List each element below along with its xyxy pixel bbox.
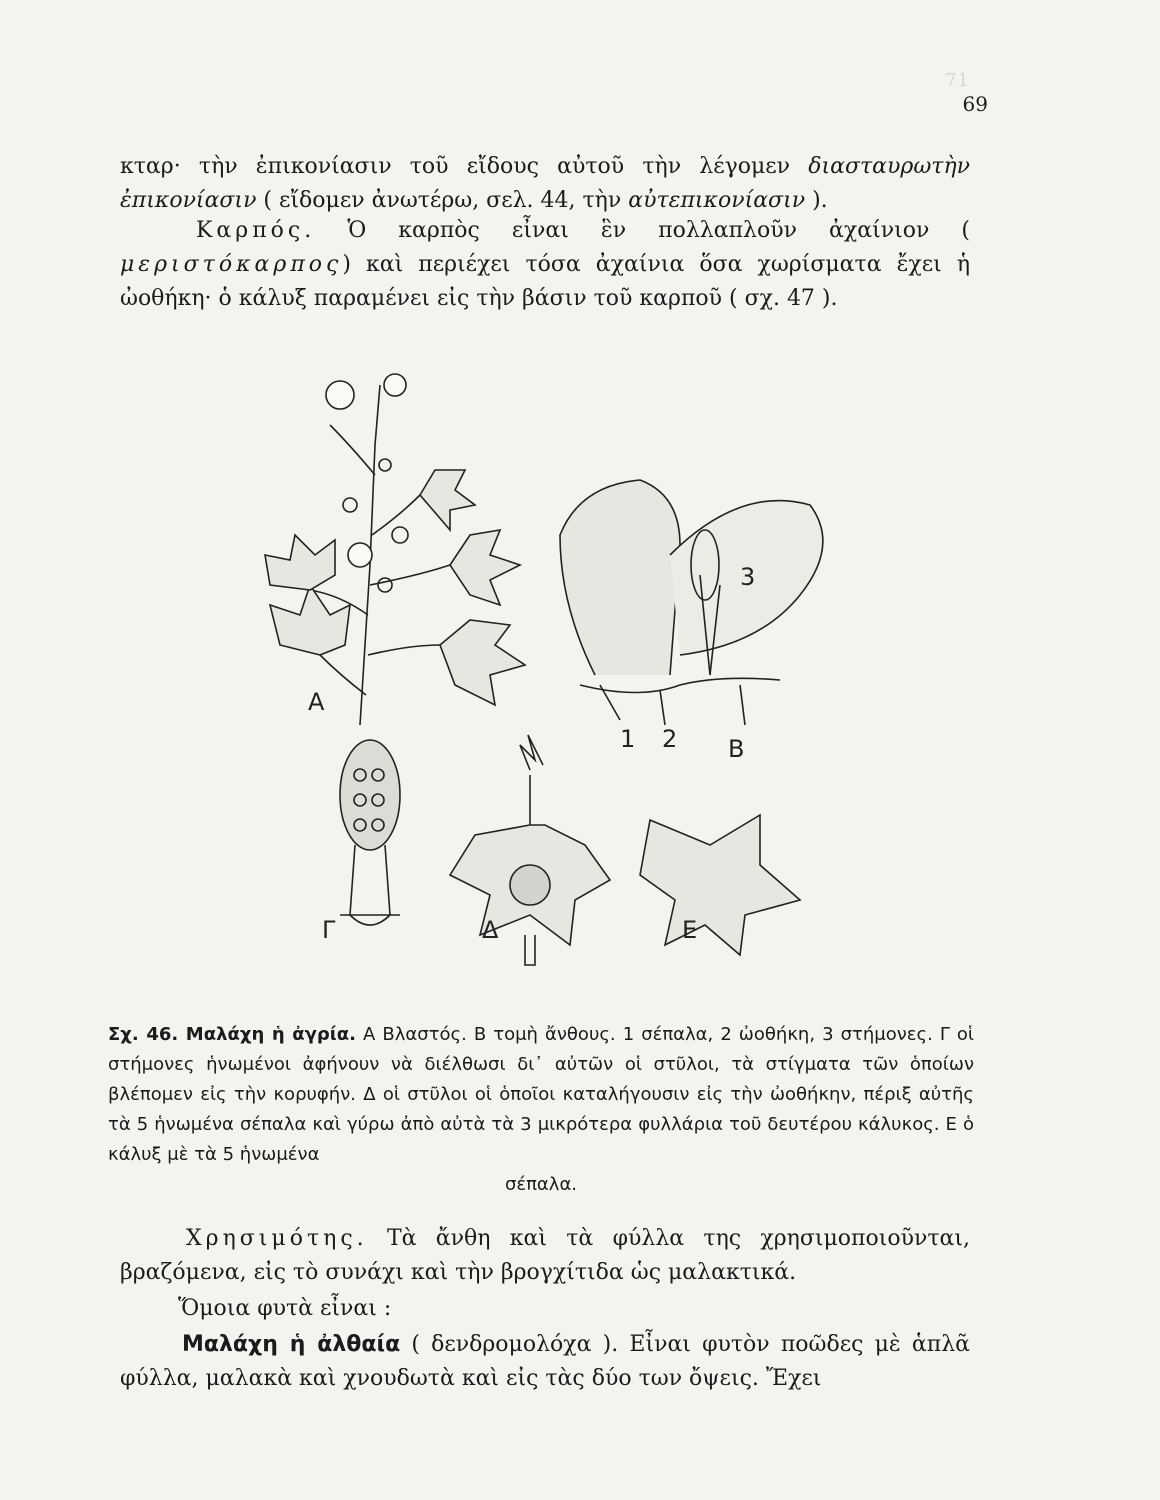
paragraph-pollination [120,150,970,218]
calyx-drawing-e [640,815,800,955]
paragraph-similar-plants [178,1292,958,1326]
stamen-column-drawing-g [340,740,400,925]
plant-name: Μαλάχη ἡ ἀλθαία [182,1332,401,1357]
page-number: 69 [962,92,988,116]
paragraph-althaea [120,1328,970,1396]
figure-caption [108,1020,974,1200]
botanical-figure [200,355,1000,970]
figure-label-2: 2 [662,725,678,753]
bleed-through-page-number: 71 [945,70,970,91]
caption-end: σέπαλα. [504,1174,578,1195]
flower-section-drawing-b [560,480,823,725]
caption-title: Σχ. 46. Μαλάχη ἡ ἀγρία. [108,1024,356,1045]
caption-text: Α Βλαστός. Β τομὴ ἄνθους. 1 σέπαλα, 2 ὠοθήκη, 3 στήμονες. Γ οἱ στήμονες ἡνωμένοι ἀφήνουν νὰ διέλθωσι δι᾽ αὐτῶν οἱ στῦλοι, τὰ στίγματα τῶν ὁποίων βλέπομεν εἰς τὴν κορυφήν. Δ οἱ στῦλοι οἱ ὁποῖοι καταλήγουσιν εἰς τὴν ὠοθήκην, πέριξ αὐτῆς τὰ 5 ἡνωμένα σέπαλα καὶ γύρω ἀπὸ αὐτὰ τὰ 3 μικρότερα φυλλάρια τοῦ δευτέρου κάλυκος. Ε ὁ κάλυξ μὲ τὰ 5 ἡνωμένα [108,1024,975,1165]
figure-label-e: E [682,916,698,944]
figure-label-d: Δ [482,916,499,944]
italic-term: μεριστόκαρπος [120,252,343,277]
figure-label-a: A [308,688,325,716]
figure-label-b: B [728,735,745,763]
paragraph-text: Τὰ ἄνθη καὶ τὰ φύλλα της χρησιμοποιοῦνται, βραζόμενα, εἰς τὸ συνάχι καὶ τὴν βρογχίτιδα ὡς μαλακτικά. [120,1226,970,1285]
section-heading: Καρπός. [196,218,316,243]
figure-label-g: Γ [322,916,336,944]
paragraph-text: Ὅμοια φυτὰ εἶναι : [178,1296,392,1321]
figure-label-1: 1 [620,725,636,753]
paragraph-text: Ὁ καρπὸς εἶναι ἓν πολλαπλοῦν ἀχαίνιον ( [315,218,970,243]
flower-front-drawing-d [450,735,610,965]
paragraph-text: ( εἴδομεν ἀνωτέρω, σελ. 44, τὴν [256,188,629,213]
paragraph-text: ) καὶ περιέχει τόσα ἀχαίνια ὅσα χωρίσματα ἔχει ἡ ὠοθήκη· ὁ κάλυξ παραμένει εἰς τὴν βάσιν τοῦ καρποῦ ( σχ. 47 ). [120,252,970,311]
italic-term: διασταυρωτὴν ἐπικονίασιν [120,154,970,213]
paragraph-usefulness [120,1222,970,1290]
paragraph-text: ). [805,188,828,213]
paragraph-text: κταρ· τὴν ἐπικονίασιν τοῦ εἴδους αὐτοῦ τὴν λέγομεν [120,154,809,179]
section-heading: Χρησιμότης. [186,1226,368,1251]
paragraph-text: ( δενδρομολόχα ). Εἶναι φυτὸν ποῶδες μὲ ἁπλᾶ φύλλα, μαλακὰ καὶ χνουδωτὰ καὶ εἰς τὰς δύο των ὄψεις. Ἔχει [120,1332,971,1391]
italic-term: αὐτεπικονίασιν [628,188,806,213]
paragraph-fruit [120,214,970,316]
stem-drawing-a [265,374,525,725]
mallow-illustration [200,355,1000,970]
figure-label-3: 3 [740,563,756,591]
